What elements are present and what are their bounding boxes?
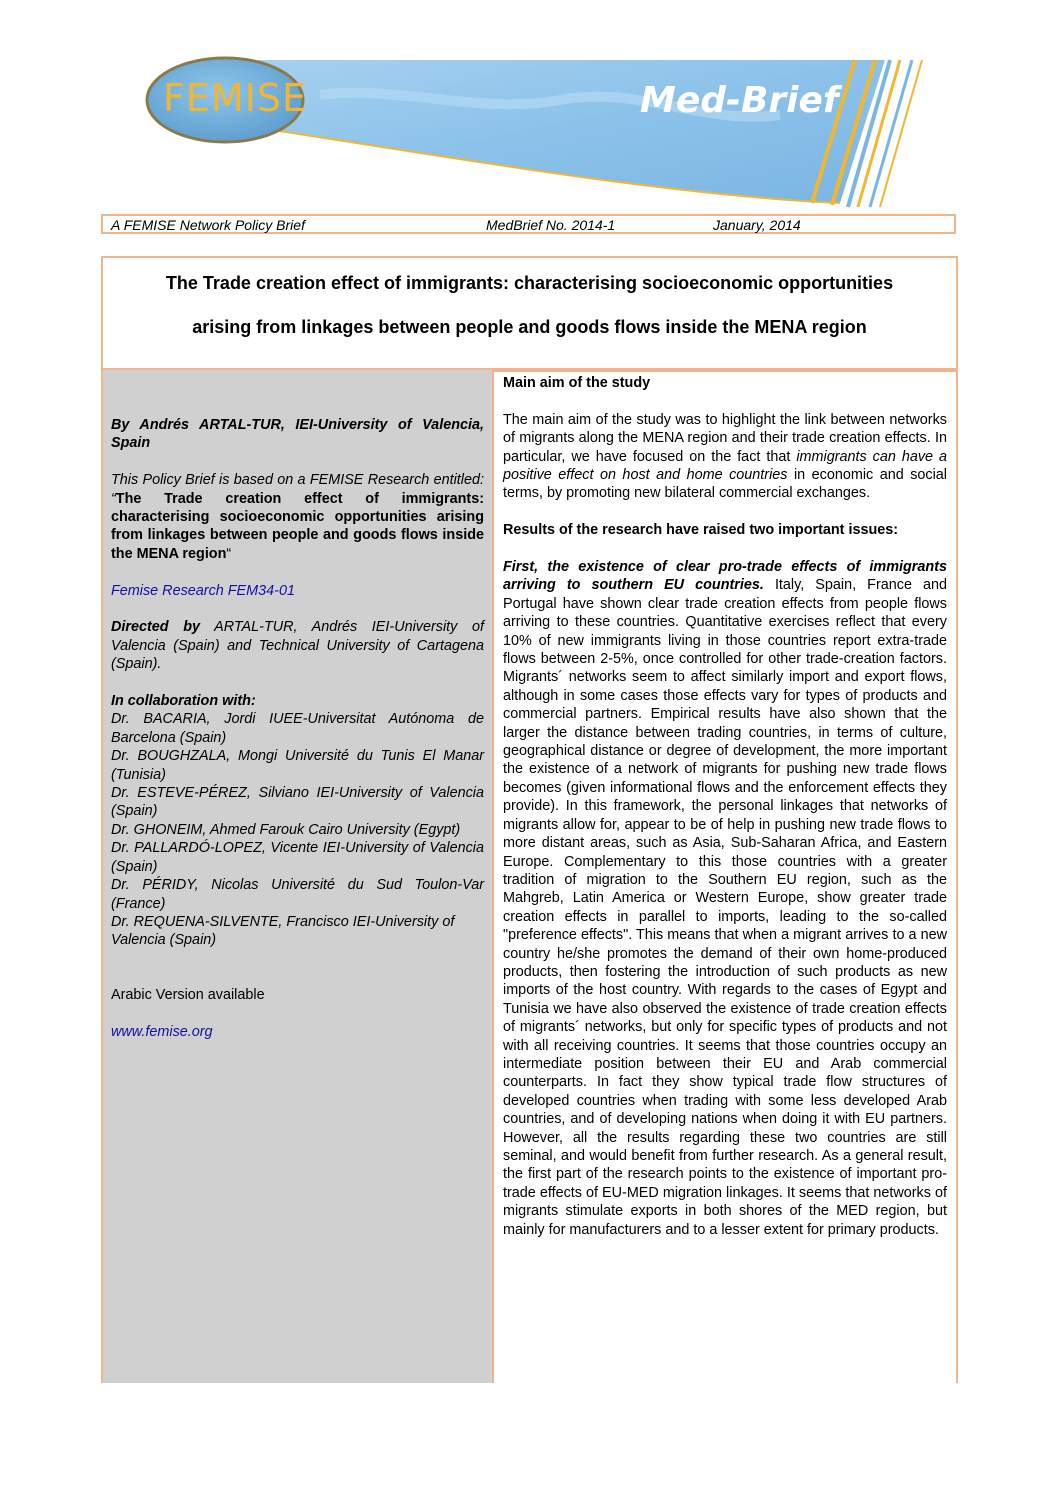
aim-text-end: in economic and social terms, by promoting new bilateral commercial exchanges.	[503, 467, 947, 502]
first-result-body: Italy, Spain, France and Portugal have shown clear trade creation effects from people flows arriving to these countries. Quantitative exercises reflect that every 10% of new immigrants living in those countries report extra-trade flows between 2-5%, once controlled for other trade-creation factors. Migrants´ networks seem to affect similarly import and export flows, although in some cases those effects vary for types of products and commercial partners. Empirical results have also shown that the larger the distance between trading countries, in terms of culture, geographical distance or degree of development, the more important the existence of a network of migrants for pushing new trade flows becomes (given informational flows and the enforcement effects they provide). In this framework, the personal linkages that networks of migrants allow for, appear to be of help in pushing new trade flows to more distant areas, such as Asia, Sub-Saharan Africa, and Eastern Europe. Complementary to this those countries with a greater tradition of migration to the Southern EU region, such as the Mahgreb, Latin America or Western Europe, show greater trade creation effects in parallel to imports, leading to the so-called "preference effects". This means that when a migrant arrives to a new country he/she promotes the demand of their own home-produced products, then fostering the introduction of such products as new imports of the host country. With regards to the cases of Egypt and Tunisia we have also observed the existence of trade creation effects of migrants´ networks, but only for specific types of products and not with all receiving countries. It seems that those countries occupy an intermediate position between their EU and Arab commercial counterparts. In fact they show typical trade flow structures of developed countries when trading with some less developed Arab countries, and of developing nations when doing it with EU partners. However, all the results regarding these two countries are still seminal, and would benefit from further research. As a general result, the first part of the research points to the existence of important pro-trade effects of EU-MED migration linkages. It seems that networks of migrants stimulate exports in both shores of the MED region, but mainly for manufacturers and to a lesser extent for primary products.	[503, 577, 948, 1238]
meta-bar	[101, 214, 956, 234]
femise-logo: FEMISE	[163, 76, 307, 120]
collaborator: Dr. ESTEVE-PÉREZ, Silviano IEI-University of Valencia (Spain)	[111, 785, 484, 820]
collaborator: Dr. REQUENA-SILVENTE, Francisco IEI-University of Valencia (Spain)	[111, 913, 455, 949]
directed-text: ARTAL-TUR, Andrés IEI-University of Valencia (Spain) and Technical University of Cartagena (Spain).	[111, 619, 484, 673]
collaborator: Dr. BOUGHZALA, Mongi Université du Tunis El Manar (Tunisia)	[111, 748, 484, 783]
directed-label: Directed by	[111, 619, 200, 636]
arabic-version-note: Arabic Version available	[111, 986, 265, 1003]
collaborator: Dr. BACARIA, Jordi IUEE-Universitat Autónoma de Barcelona (Spain)	[111, 711, 484, 746]
website-link[interactable]: www.femise.org	[111, 1023, 213, 1040]
directed-by	[111, 618, 484, 673]
author-line: By Andrés ARTAL-TUR, IEI-University of Valencia, Spain	[111, 417, 484, 452]
main-content	[494, 370, 958, 1383]
based-on-prefix: This Policy Brief is based on a FEMISE Research entitled: “	[111, 472, 484, 507]
research-code-link[interactable]: Femise Research FEM34-01	[111, 582, 295, 599]
aim-text: The main aim of the study was to highlight the link between networks of migrants along the MENA region and their trade creation effects. In particular, we have focused on the fact that	[503, 411, 947, 465]
aim-heading: Main aim of the study	[503, 375, 651, 391]
med-brief-title: Med-Brief	[640, 80, 839, 121]
series-name: A FEMISE Network Policy Brief	[111, 217, 305, 233]
aim-emphasis: immigrants can have a positive effect on host and home countries	[503, 448, 947, 484]
aim-paragraph	[503, 411, 947, 503]
based-on	[111, 471, 484, 563]
first-result-paragraph	[503, 558, 947, 1239]
collaborator: Dr. PALLARDÓ-LOPEZ, Vicente IEI-University of Valencia (Spain)	[111, 840, 484, 875]
page-title-line-2: arising from linkages between people and goods flows inside the MENA region	[192, 317, 867, 337]
collaborator: Dr. GHONEIM, Ahmed Farouk Cairo University (Egypt)	[111, 821, 461, 838]
first-result-lead: First, the existence of clear pro-trade effects of immigrants arriving to southern EU countries.	[503, 559, 947, 594]
based-on-title: The Trade creation effect of immigrants: characterising socioeconomic opportunities arising from linkages between people and goods flows inside the MENA region	[111, 490, 484, 562]
sidebar	[101, 370, 494, 1383]
page-title-line-1: The Trade creation effect of immigrants: characterising socioeconomic opportunities	[165, 273, 894, 293]
based-on-suffix: “	[226, 545, 232, 562]
title-box	[101, 256, 958, 370]
brief-number: MedBrief No. 2014-1	[486, 217, 616, 233]
publication-date: January, 2014	[713, 217, 801, 233]
results-heading: Results of the research have raised two important issues:	[503, 522, 899, 539]
collab-label: In collaboration with:	[111, 693, 256, 710]
collaborator: Dr. PÉRIDY, Nicolas Université du Sud Toulon-Var (France)	[111, 877, 484, 912]
